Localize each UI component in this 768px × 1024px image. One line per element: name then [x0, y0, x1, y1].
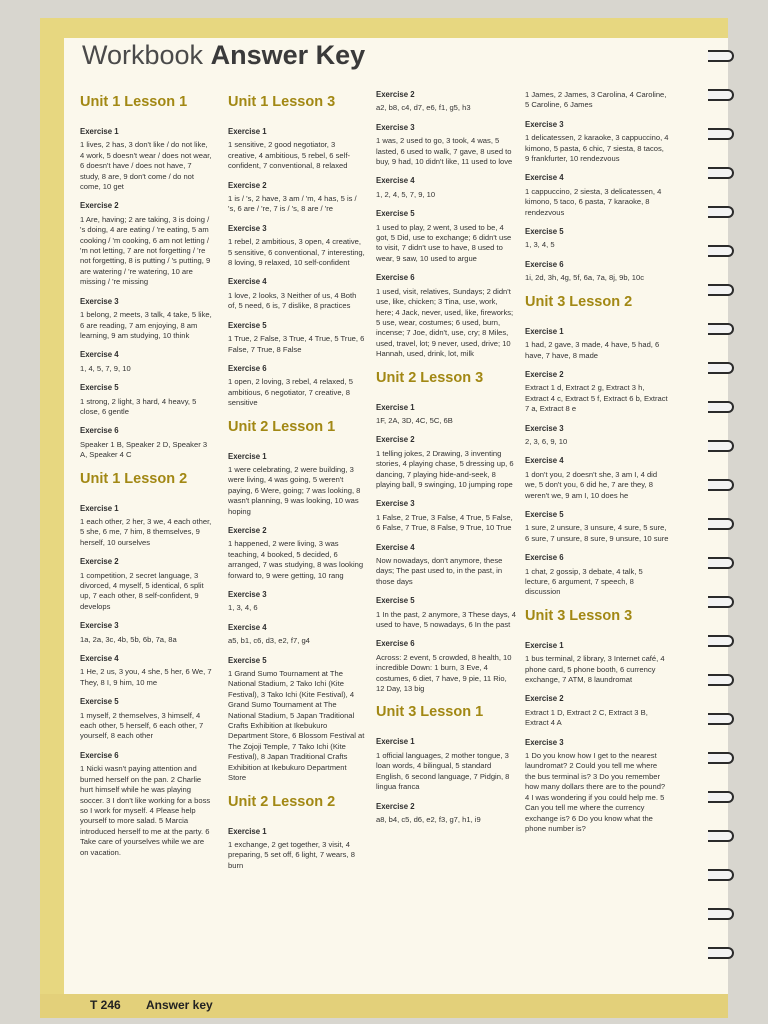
exercise-answers: 1 In the past, 2 anymore, 3 These days, 4 used to have, 5 nowadays, 6 In the past	[376, 609, 517, 630]
exercise-heading: Exercise 4	[228, 277, 267, 287]
exercise-answers: 1 was, 2 used to go, 3 took, 4 was, 5 lasted, 6 used to walk, 7 gave, 8 used to buy, 9 had, 10 didn't like, 11 used to love	[376, 136, 513, 167]
exercise-block	[525, 738, 669, 835]
exercise-block	[376, 176, 516, 200]
spiral-ring-icon	[708, 128, 736, 140]
spiral-ring-icon	[708, 362, 736, 374]
exercise-block	[228, 452, 366, 517]
spiral-ring-icon	[708, 518, 736, 530]
exercise-heading: Exercise 2	[228, 525, 267, 535]
exercise-answers: 1 rebel, 2 ambitious, 3 open, 4 creative, 5 sensitive, 6 conventional, 7 interesting, 8 loving, 9 relaxed, 10 self-confident	[228, 237, 365, 268]
exercise-heading: Exercise 4	[376, 542, 415, 552]
spiral-ring-icon	[708, 479, 736, 491]
exercise-answers: 1 Grand Sumo Tournament at The National Stadium, 2 Tako Ichi (Kite Festival), 3 Tako Ichi (Kite Festival), 4 Grand Sumo Tournament at The National Stadium, 5 Japan Traditional Crafts Exhibition at Ikebukuro Department Store, 6 Blossom Festival at The Zojoji Temple, 7 Tako Ichi (Kite Festival), 8 Japan Traditional Crafts Exhibition at Ikebukuro Department Store	[228, 669, 365, 783]
exercise-answers: 1a, 2a, 3c, 4b, 5b, 6b, 7a, 8a	[80, 634, 177, 644]
exercise-answers: 1 cappuccino, 2 siesta, 3 delicatessen, 4 kimono, 5 taco, 6 pasta, 7 karaoke, 8 rendezvous	[525, 186, 662, 217]
lesson-heading: Unit 2 Lesson 1	[228, 418, 336, 435]
exercise-heading: Exercise 1	[376, 402, 415, 412]
lesson-heading: Unit 3 Lesson 1	[376, 704, 484, 721]
exercise-heading: Exercise 6	[525, 553, 564, 563]
spiral-ring-icon	[708, 440, 736, 452]
exercise-block	[376, 596, 516, 630]
exercise-answers: 1 Nicki wasn't paying attention and burned herself on the pan. 2 Charlie hurt himself while he was playing soccer. 3 I don't like working for a boss so I work for myself. 4 Please help yourself to more salad. 5 Marcia introduced herself to me at the party. 6 Take care of yourselves while we are on vacation.	[80, 764, 211, 857]
exercise-answers: 1F, 2A, 3D, 4C, 5C, 6B	[376, 415, 453, 425]
spiral-ring-icon	[708, 869, 736, 881]
exercise-answers: 1 official languages, 2 mother tongue, 3 loan words, 4 bilingual, 5 standard English, 6 second language, 7 Pidgin, 8 lingua franca	[376, 750, 510, 792]
lesson-heading: Unit 3 Lesson 3	[525, 607, 633, 624]
spiral-ring-icon	[708, 401, 736, 413]
exercise-block	[228, 526, 366, 581]
exercise-block	[525, 120, 669, 165]
exercise-answers: 1 telling jokes, 2 Drawing, 3 inventing stories, 4 playing chase, 5 dressing up, 6 dancing, 7 playing hide-and-seek, 8 playing ball, 9 swinging, 10 jumping rope	[376, 448, 514, 489]
exercise-heading: Exercise 5	[80, 697, 119, 707]
page-title	[82, 40, 365, 71]
exercise-heading: Exercise 5	[228, 655, 267, 665]
spiral-ring-icon	[708, 89, 736, 101]
exercise-block	[376, 209, 516, 264]
exercise-heading: Exercise 6	[376, 639, 415, 649]
exercise-heading: Exercise 2	[80, 201, 119, 211]
page-top-edge	[40, 18, 728, 38]
exercise-heading: Exercise 4	[80, 350, 119, 360]
exercise-block	[525, 510, 669, 544]
exercise-heading: Exercise 3	[376, 122, 415, 132]
footer-label: Answer key	[146, 998, 213, 1012]
exercise-block	[376, 273, 516, 359]
exercise-block	[228, 590, 366, 614]
column-1	[80, 88, 212, 867]
spiral-ring-icon	[708, 674, 736, 686]
exercise-answers: 1 False, 2 True, 3 False, 4 True, 5 False, 6 False, 7 True, 8 False, 9 True, 10 True	[376, 512, 513, 533]
exercise-block	[525, 694, 669, 728]
exercise-heading: Exercise 5	[80, 383, 119, 393]
spiral-ring-icon	[708, 557, 736, 569]
exercise-heading: Exercise 1	[80, 127, 119, 136]
exercise-heading: Exercise 2	[376, 435, 415, 445]
exercise-block	[80, 751, 212, 858]
exercise-answers: 1 don't you, 2 doesn't she, 3 am I, 4 did we, 5 don't you, 6 did he, 7 are they, 8 weren't we, 9 am I, 10 does he	[525, 469, 658, 500]
exercise-answers: 1 each other, 2 her, 3 we, 4 each other, 5 she, 6 me, 7 him, 8 themselves, 9 herself, 10 ourselves	[80, 516, 212, 547]
exercise-answers: 1i, 2d, 3h, 4g, 5f, 6a, 7a, 8j, 9b, 10c	[525, 273, 645, 283]
exercise-answers: 1 belong, 2 meets, 3 talk, 4 take, 5 like, 6 are reading, 7 am enjoying, 8 am learning, 9 am studying, 10 think	[80, 310, 212, 340]
exercise-answers: 1 bus terminal, 2 library, 3 Internet café, 4 phone card, 5 phone booth, 6 currency exchange, 7 ATM, 8 laundromat	[525, 654, 665, 685]
exercise-block	[376, 802, 516, 826]
exercise-block	[80, 621, 212, 645]
exercise-block	[228, 127, 366, 172]
exercise-heading: Exercise 1	[80, 503, 119, 513]
exercise-heading: Exercise 5	[376, 209, 415, 219]
exercise-block	[228, 827, 366, 872]
exercise-answers: 1 delicatessen, 2 karaoke, 3 cappuccino, 4 kimono, 5 pasta, 6 chic, 7 siesta, 8 tacos, 9 frankfurter, 10 rendezvous	[525, 133, 669, 164]
lesson-heading: Unit 1 Lesson 2	[80, 470, 188, 487]
exercise-answers: 2, 3, 6, 9, 10	[525, 436, 568, 446]
exercise-answers: 1 chat, 2 gossip, 3 debate, 4 talk, 5 lecture, 6 argument, 7 speech, 8 discussion	[525, 566, 643, 597]
exercise-heading: Exercise 2	[228, 180, 267, 190]
footer-bar	[40, 994, 728, 1018]
exercise-answers: Extract 1 d, Extract 2 g, Extract 3 h, Extract 4 c, Extract 5 f, Extract 6 b, Extract 7 a, Extract 8 e	[525, 383, 668, 414]
exercise-answers: 1 happened, 2 were living, 3 was teaching, 4 booked, 5 decided, 6 arranged, 7 was studying, 8 was looking forward to, 9 were getting, 10 rang	[228, 539, 364, 580]
title-light: Workbook	[82, 40, 204, 70]
exercise-answers: 1 myself, 2 themselves, 3 himself, 4 each other, 5 herself, 6 each other, 7 yourself, 8 each other	[80, 710, 204, 741]
exercise-heading: Exercise 2	[376, 801, 415, 811]
exercise-heading: Exercise 2	[376, 90, 415, 99]
exercise-heading: Exercise 6	[376, 273, 415, 283]
spiral-ring-icon	[708, 713, 736, 725]
exercise-block	[228, 277, 366, 311]
exercise-answers: 1, 3, 4, 6	[228, 603, 258, 613]
exercise-heading: Exercise 5	[525, 227, 564, 237]
exercise-answers: 1, 3, 4, 5	[525, 240, 555, 250]
exercise-heading: Exercise 2	[80, 557, 119, 567]
exercise-block	[80, 383, 212, 417]
exercise-answers: 1 competition, 2 secret language, 3 divorced, 4 myself, 5 identical, 6 split up, 7 each other, 8 self-confident, 9 develops	[80, 570, 204, 611]
exercise-answers: 1 Are, having; 2 are taking, 3 is doing / 's doing, 4 are eating / 're eating, 5 am cooking / 'm cooking, 6 am not letting / 'm not letting, 7 are not forgetting / 're not forgetting, 8 is putting / 's putting, 9 are watering / 're watering, 10 are missing / 're missing	[80, 214, 211, 287]
exercise-block	[525, 641, 669, 686]
spiral-ring-icon	[708, 284, 736, 296]
exercise-heading: Exercise 1	[376, 737, 415, 747]
exercise-heading: Exercise 5	[525, 509, 564, 519]
page-number: T 246	[90, 998, 121, 1012]
exercise-answers: 1 open, 2 loving, 3 rebel, 4 relaxed, 5 ambitious, 6 negotiator, 7 creative, 8 sensitive	[228, 377, 353, 408]
exercise-answers: Across: 2 event, 5 crowded, 8 health, 10 incredible Down: 1 burn, 3 Eve, 4 costumes, 6 diet, 7 have, 9 pie, 11 Rio, 12 Day, 13 big	[376, 652, 512, 694]
exercise-heading: Exercise 2	[525, 694, 564, 704]
exercise-block	[525, 327, 669, 361]
exercise-heading: Exercise 6	[80, 750, 119, 760]
exercise-heading: Exercise 3	[228, 223, 267, 233]
exercise-answers: 1, 2, 4, 5, 7, 9, 10	[376, 189, 436, 199]
exercise-heading: Exercise 6	[525, 259, 564, 269]
exercise-answers: 1, 4, 5, 7, 9, 10	[80, 363, 131, 373]
exercise-heading: Exercise 3	[80, 621, 119, 631]
column-3	[376, 90, 516, 834]
column-2	[228, 88, 366, 880]
exercise-block	[80, 127, 212, 192]
spiral-ring-icon	[708, 791, 736, 803]
exercise-answers: 1 love, 2 looks, 3 Neither of us, 4 Both of, 5 need, 6 is, 7 dislike, 8 practices	[228, 290, 357, 311]
exercise-block	[376, 639, 516, 694]
lesson-heading: Unit 2 Lesson 3	[376, 369, 484, 386]
exercise-block	[525, 370, 669, 415]
exercise-block	[228, 656, 366, 784]
spiral-ring-icon	[708, 635, 736, 647]
exercise-heading: Exercise 4	[525, 456, 564, 466]
exercise-answers: 1 Do you know how I get to the nearest laundromat? 2 Could you tell me where the bus terminal is? 3 Do you remember how many dollars there are to the pound? 4 I was wondering if you could help me. 5 Can you tell me where the currency exchange is? 6 Do you know what the phone number is?	[525, 751, 666, 833]
exercise-block	[525, 90, 669, 111]
exercise-heading: Exercise 5	[228, 320, 267, 330]
exercise-heading: Exercise 1	[525, 640, 564, 650]
exercise-answers: 1 strong, 2 light, 3 hard, 4 heavy, 5 close, 6 gentle	[80, 396, 197, 416]
lesson-heading: Unit 3 Lesson 2	[525, 293, 633, 310]
exercise-answers: 1 James, 2 James, 3 Carolina, 4 Caroline, 5 Caroline, 6 James	[525, 90, 667, 110]
exercise-block	[80, 504, 212, 549]
exercise-answers: 1 exchange, 2 get together, 3 visit, 4 preparing, 5 set off, 6 light, 7 wears, 8 burn	[228, 839, 355, 870]
exercise-block	[525, 424, 669, 448]
exercise-heading: Exercise 4	[376, 176, 415, 186]
exercise-answers: 1 used to play, 2 went, 3 used to be, 4 got, 5 Did, use to exchange; 6 didn't use to visit, 7 didn't use to have, 8 used to wear, 9 saw, 10 used to argue	[376, 222, 512, 263]
exercise-heading: Exercise 4	[228, 622, 267, 632]
exercise-heading: Exercise 6	[80, 426, 119, 436]
exercise-block	[80, 654, 212, 688]
exercise-block	[376, 435, 516, 490]
title-bold: Answer Key	[210, 40, 366, 70]
exercise-block	[228, 321, 366, 355]
spiral-ring-icon	[708, 206, 736, 218]
exercise-heading: Exercise 2	[525, 369, 564, 379]
exercise-heading: Exercise 3	[80, 296, 119, 306]
exercise-answers: 1 sensitive, 2 good negotiator, 3 creative, 4 ambitious, 5 rebel, 6 self-confident, 7 conventional, 8 relaxed	[228, 140, 350, 171]
exercise-block	[376, 90, 516, 114]
exercise-answers: 1 is / 's, 2 have, 3 am / 'm, 4 has, 5 is / 's, 6 are / 're, 7 is / 's, 8 are / 're	[228, 194, 357, 214]
exercise-block	[376, 403, 516, 427]
exercise-heading: Exercise 1	[228, 127, 267, 136]
exercise-heading: Exercise 3	[525, 119, 564, 129]
lesson-heading: Unit 1 Lesson 3	[228, 94, 336, 110]
exercise-block	[228, 181, 366, 215]
spiral-ring-icon	[708, 245, 736, 257]
exercise-heading: Exercise 1	[228, 451, 267, 461]
exercise-block	[80, 350, 212, 374]
exercise-answers: 1 were celebrating, 2 were building, 3 were living, 4 was going, 5 weren't paying, 6 Were, going; 7 was looking, 8 wasn't planning, 9 was looking, 10 was hoping	[228, 464, 361, 516]
exercise-answers: a5, b1, c6, d3, e2, f7, g4	[228, 636, 310, 646]
exercise-answers: a8, b4, c5, d6, e2, f3, g7, h1, i9	[376, 814, 481, 824]
exercise-heading: Exercise 3	[376, 499, 415, 509]
exercise-block	[228, 224, 366, 269]
exercise-block	[80, 297, 212, 342]
exercise-block	[376, 123, 516, 168]
exercise-heading: Exercise 4	[80, 654, 119, 664]
exercise-answers: 1 used, visit, relatives, Sundays; 2 didn't use, like, chicken; 3 Tina, use, work, here; 4 Jack, never, used, like, fireworks; 5 use, wear, costumes; 6 used, burn, incense; 7 Joe, didn't, use, cry; 8 Miles, used, travel, lot; 9 never, used, drive; 10 Hannah, used, drink, lot, milk	[376, 286, 514, 359]
exercise-block	[525, 173, 669, 218]
exercise-block	[376, 499, 516, 533]
exercise-block	[525, 227, 669, 251]
exercise-heading: Exercise 4	[525, 173, 564, 183]
lesson-heading: Unit 2 Lesson 2	[228, 793, 336, 810]
exercise-block	[525, 456, 669, 501]
exercise-heading: Exercise 3	[525, 737, 564, 747]
exercise-answers: a2, b8, c4, d7, e6, f1, g5, h3	[376, 103, 471, 113]
exercise-block	[80, 697, 212, 742]
exercise-block	[376, 543, 516, 588]
lesson-heading: Unit 1 Lesson 1	[80, 94, 188, 110]
exercise-block	[80, 201, 212, 287]
exercise-answers: 1 lives, 2 has, 3 don't like / do not like, 4 work, 5 doesn't wear / does not wear, 6 doesn't have / does not have, 7 study, 8 are, 9 don't come / do not come, 10 get	[80, 140, 212, 192]
exercise-answers: 1 sure, 2 unsure, 3 unsure, 4 sure, 5 sure, 6 sure, 7 unsure, 8 sure, 9 unsure, 10 sure	[525, 523, 669, 543]
exercise-block	[228, 623, 366, 647]
spiral-ring-icon	[708, 50, 736, 62]
exercise-answers: Now nowadays, don't anymore, these days; The past used to, in the past, in those days	[376, 556, 503, 586]
spiral-ring-icon	[708, 167, 736, 179]
exercise-answers: 1 True, 2 False, 3 True, 4 True, 5 True, 6 False, 7 True, 8 False	[228, 334, 365, 354]
column-4	[525, 90, 669, 843]
exercise-block	[525, 260, 669, 284]
spiral-ring-icon	[708, 752, 736, 764]
spiral-ring-icon	[708, 947, 736, 959]
exercise-block	[525, 553, 669, 598]
exercise-heading: Exercise 6	[228, 363, 267, 373]
exercise-heading: Exercise 5	[376, 596, 415, 606]
exercise-heading: Exercise 1	[525, 326, 564, 336]
spiral-ring-icon	[708, 596, 736, 608]
spiral-ring-icon	[708, 830, 736, 842]
spiral-ring-icon	[708, 323, 736, 335]
page-left-edge	[40, 18, 64, 1018]
exercise-block	[80, 557, 212, 612]
exercise-heading: Exercise 1	[228, 826, 267, 836]
exercise-block	[80, 426, 212, 460]
exercise-heading: Exercise 3	[228, 590, 267, 599]
exercise-answers: Extract 1 D, Extract 2 C, Extract 3 B, Extract 4 A	[525, 707, 648, 728]
spiral-ring-icon	[708, 908, 736, 920]
exercise-answers: 1 He, 2 us, 3 you, 4 she, 5 her, 6 We, 7 They, 8 I, 9 him, 10 me	[80, 667, 212, 687]
exercise-answers: Speaker 1 B, Speaker 2 D, Speaker 3 A, Speaker 4 C	[80, 439, 208, 460]
exercise-heading: Exercise 3	[525, 423, 564, 433]
exercise-block	[376, 737, 516, 792]
exercise-answers: 1 had, 2 gave, 3 made, 4 have, 5 had, 6 have, 7 have, 8 made	[525, 340, 660, 360]
exercise-block	[228, 364, 366, 409]
